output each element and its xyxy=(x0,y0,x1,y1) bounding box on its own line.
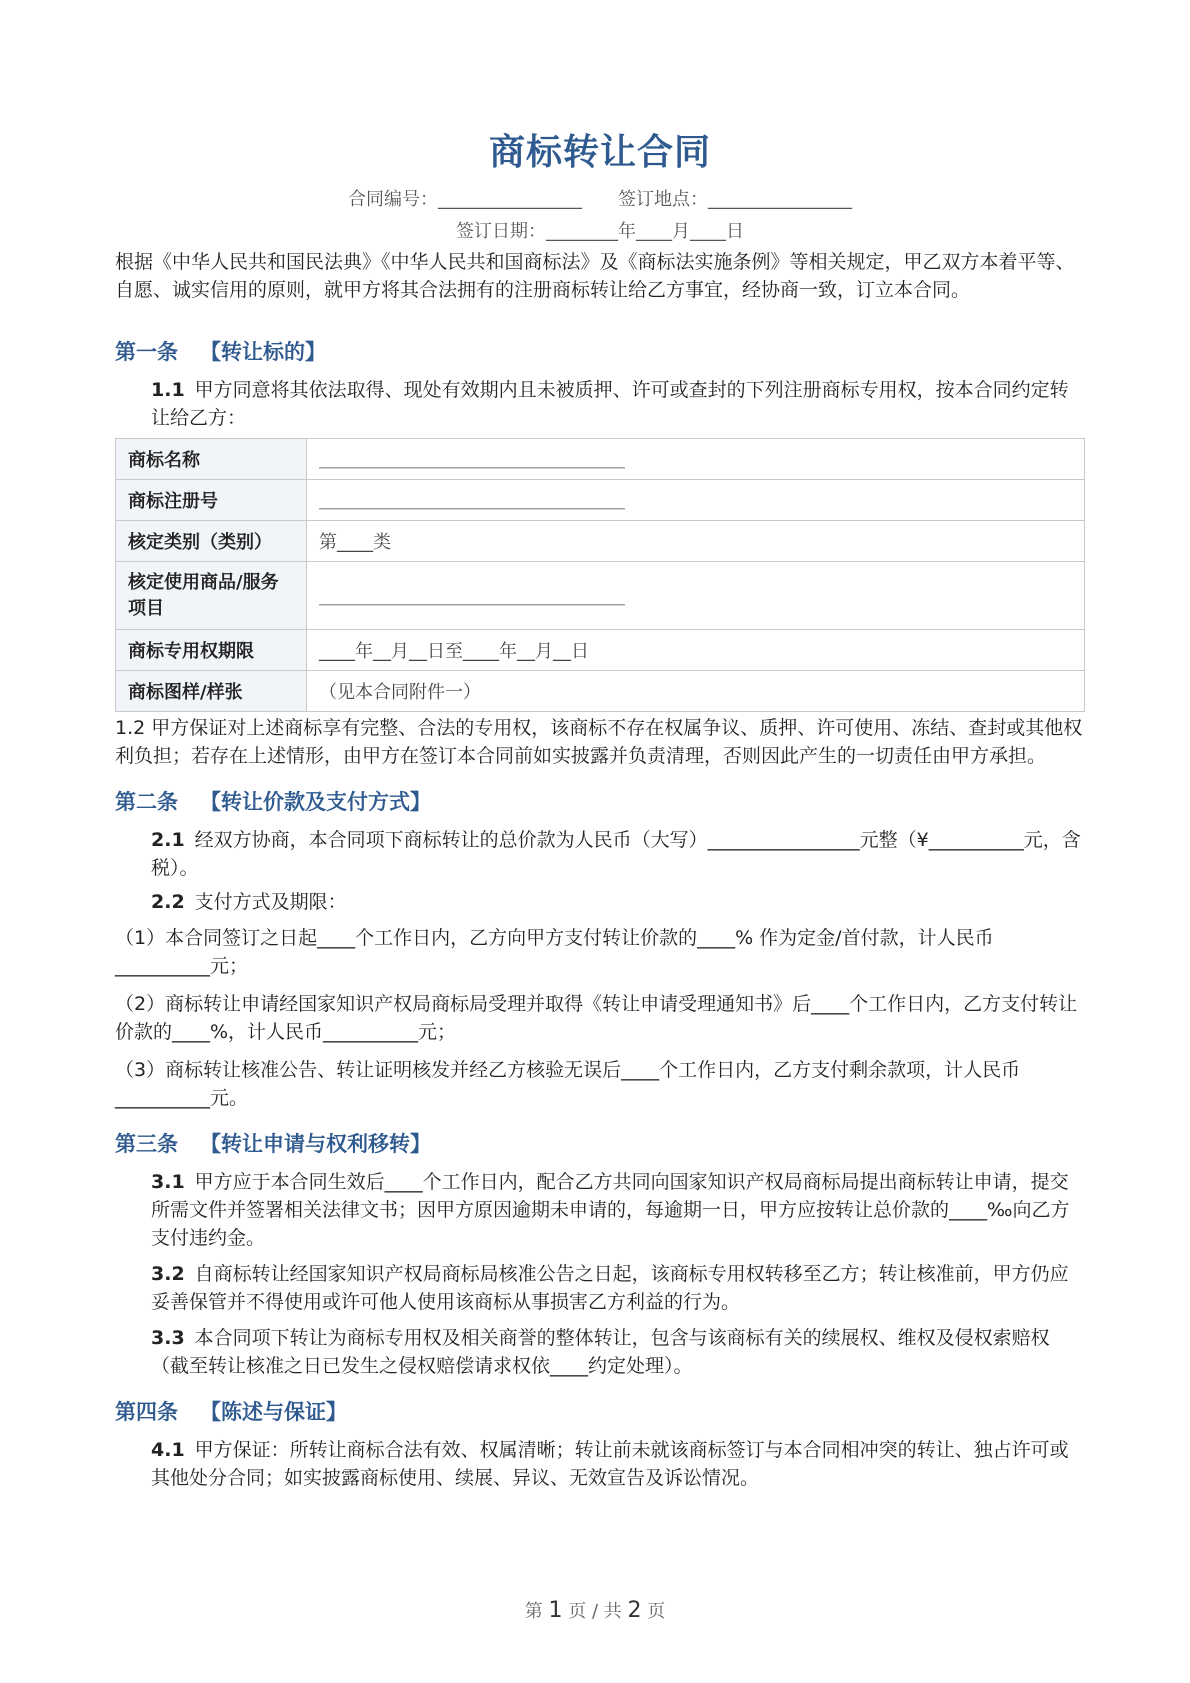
clause: 1.1 甲方同意将其依法取得、现处有效期内且未被质押、许可或查封的下列注册商标专用权，按本合同约定转让给乙方： xyxy=(151,379,1069,429)
table-label: 商标注册号 xyxy=(116,480,307,521)
clause: 1.2 甲方保证对上述商标享有完整、合法的专用权，该商标不存在权属争议、质押、许可使用、冻结、查封或其他权利负担；若存在上述情形，由甲方在签订本合同前如实披露并负责清理，否则因此产生的一切责任由甲方承担。 xyxy=(115,717,1083,767)
list-item: （2）商标转让申请经国家知识产权局商标局受理并取得《转让申请受理通知书》后____个工作日内，乙方支付转让价款的____%，计人民币__________元； xyxy=(115,993,1078,1043)
contract-meta-line xyxy=(115,184,1085,216)
signing-date-field: 签订日期：________年____月____日 xyxy=(456,221,744,242)
section-heading: 第四条 【陈述与保证】 xyxy=(115,1400,347,1424)
table-row xyxy=(116,630,1085,671)
preamble: 根据《中华人民共和国民法典》《中华人民共和国商标法》及《商标法实施条例》等相关规定，甲乙双方本着平等、自愿、诚实信用的原则，就甲方将其合法拥有的注册商标转让给乙方事宜，经协商一致，订立本合同。 xyxy=(115,251,1075,301)
table-label: 商标专用权期限 xyxy=(116,630,307,671)
table-label: 核定使用商品/服务项目 xyxy=(116,562,307,630)
section-heading: 第一条 【转让标的】 xyxy=(115,340,326,364)
total-page-count: 2 xyxy=(627,1598,642,1623)
page-footer: 第 1 页 / 共 2 页 xyxy=(524,1598,666,1623)
clause: 4.1 甲方保证：所转让商标合法有效、权属清晰；转让前未就该商标签订与本合同相冲突的转让、独占许可或其他处分合同；如实披露商标使用、续展、异议、无效宣告及诉讼情况。 xyxy=(151,1439,1069,1489)
section-heading: 第二条 【转让价款及支付方式】 xyxy=(115,790,431,814)
table-value: ____年__月__日至____年__月__日 xyxy=(307,630,1085,671)
clause: 3.3 本合同项下转让为商标专用权及相关商誉的整体转让，包含与该商标有关的续展权、维权及侵权索赔权（截至转让核准之日已发生之侵权赔偿请求权依____约定处理）。 xyxy=(151,1327,1050,1377)
contract-number-field: 合同编号：________________ xyxy=(348,189,582,210)
list-item: （1）本合同签订之日起____个工作日内，乙方向甲方支付转让价款的____% 作为定金/首付款，计人民币__________元； xyxy=(115,927,994,977)
trademark-table xyxy=(115,438,1085,712)
table-row xyxy=(116,439,1085,480)
list-item: （3）商标转让核准公告、转让证明核发并经乙方核验无误后____个工作日内，乙方支付剩余款项，计人民币__________元。 xyxy=(115,1059,1021,1109)
table-row xyxy=(116,521,1085,562)
document-body xyxy=(115,122,1085,1492)
table-label: 商标图样/样张 xyxy=(116,671,307,712)
current-page-number: 1 xyxy=(548,1598,563,1623)
signing-place-field: 签订地点：________________ xyxy=(618,189,852,210)
table-value: 第____类 xyxy=(307,521,1085,562)
table-value: ＿＿＿＿＿＿＿＿＿＿＿＿＿＿＿＿＿ xyxy=(307,480,1085,521)
table-row xyxy=(116,562,1085,630)
section-heading: 第三条 【转让申请与权利移转】 xyxy=(115,1132,431,1156)
table-label: 核定类别（类别） xyxy=(116,521,307,562)
clause: 2.1 经双方协商，本合同项下商标转让的总价款为人民币（大写）________________元整（¥__________元，含税）。 xyxy=(151,829,1081,879)
table-value: ＿＿＿＿＿＿＿＿＿＿＿＿＿＿＿＿＿ xyxy=(307,562,1085,630)
clause: 3.1 甲方应于本合同生效后____个工作日内，配合乙方共同向国家知识产权局商标局提出商标转让申请，提交所需文件并签署相关法律文书；因甲方原因逾期未申请的，每逾期一日，甲方应按转让总价款的____‰向乙方支付违约金。 xyxy=(151,1171,1070,1249)
table-value: ＿＿＿＿＿＿＿＿＿＿＿＿＿＿＿＿＿ xyxy=(307,439,1085,480)
table-row xyxy=(116,480,1085,521)
table-value: （见本合同附件一） xyxy=(307,671,1085,712)
table-row xyxy=(116,671,1085,712)
document-title: 商标转让合同 xyxy=(488,132,711,173)
table-label: 商标名称 xyxy=(116,439,307,480)
clause: 3.2 自商标转让经国家知识产权局商标局核准公告之日起，该商标专用权转移至乙方；转让核准前，甲方仍应妥善保管并不得使用或许可他人使用该商标从事损害乙方利益的行为。 xyxy=(151,1263,1069,1313)
clause: 2.2 支付方式及期限： xyxy=(151,891,347,913)
